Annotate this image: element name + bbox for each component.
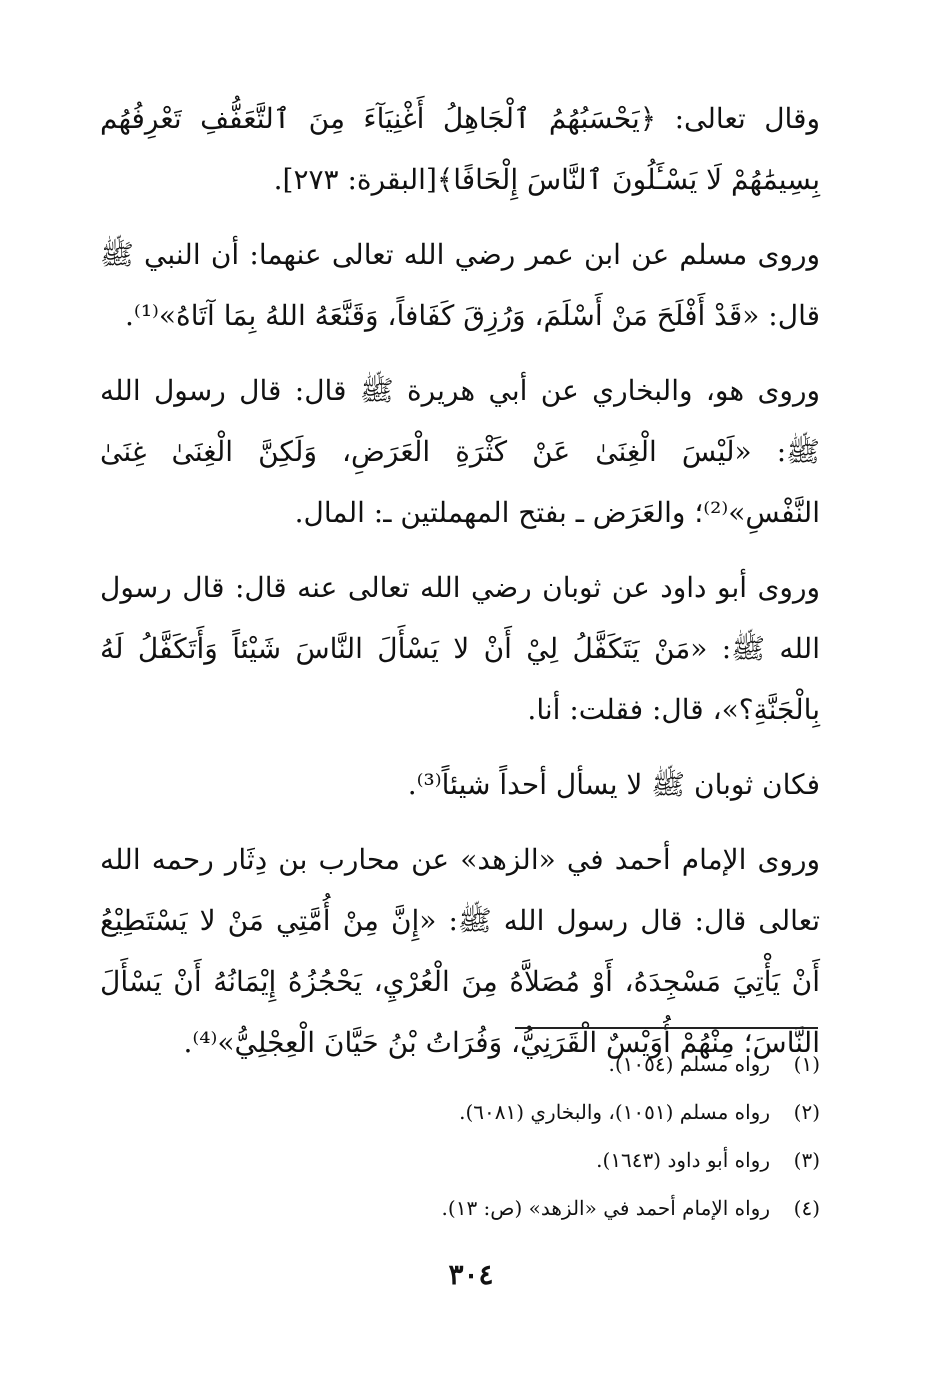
page-number: ٣٠٤ bbox=[448, 1258, 494, 1291]
footnote-number: (٢) bbox=[793, 1100, 820, 1124]
footnote-text: رواه الإمام أحمد في «الزهد» (ص: ١٣). bbox=[441, 1196, 770, 1220]
footnote-2 bbox=[120, 1088, 820, 1136]
paragraph-6: وروى الإمام أحمد في «الزهد» عن محارب بن دِثَار رحمه الله تعالى قال: قال رسول الله ﷺ: «إِنَّ مِنْ أُمَّتِي مَنْ لا يَسْتَطِيْعُ أَنْ يَأْتِيَ مَسْجِدَهُ، أَوْ مُصَلاَّهُ مِنَ الْعُرْيِ، يَحْجُزُهُ إِيْمَانُهُ أَنْ يَسْأَلَ النَّاسَ؛ مِنْهُمْ أُوَيْسٌ الْقَرَنِيُّ، وَفُرَاتُ بْنُ حَيَّانَ الْعِجْلِيُّ»⁽⁴⁾. bbox=[100, 843, 820, 1059]
footnote-1 bbox=[120, 1040, 820, 1088]
paragraph-1: وقال تعالى: ﴿يَحْسَبُهُمُ ٱلْجَاهِلُ أَغْنِيَآءَ مِنَ ٱلتَّعَفُّفِ تَعْرِفُهُم بِسِيمَٰهُمْ لَا يَسْـَٔلُونَ ٱلنَّاسَ إِلْحَافًا﴾[البقرة: ٢٧٣]. bbox=[100, 102, 820, 196]
footnote-text: رواه مسلم (١٠٥١)، والبخاري (٦٠٨١). bbox=[459, 1100, 770, 1124]
main-text bbox=[100, 88, 820, 1087]
footnotes bbox=[120, 1040, 820, 1232]
footnote-4 bbox=[120, 1184, 820, 1232]
footnote-3 bbox=[120, 1136, 820, 1184]
paragraph-2: وروى مسلم عن ابن عمر رضي الله تعالى عنهما: أن النبي ﷺ قال: «قَدْ أَفْلَحَ مَنْ أَسْلَمَ، وَرُزِقَ كَفَافاً، وَقَنَّعَهُ اللهُ بِمَا آتَاهُ»⁽¹⁾. bbox=[100, 238, 820, 332]
footnote-number: (١) bbox=[793, 1052, 820, 1076]
footnote-text: رواه أبو داود (١٦٤٣). bbox=[596, 1148, 770, 1172]
footnote-divider bbox=[515, 1027, 818, 1029]
footnote-number: (٤) bbox=[793, 1196, 820, 1220]
paragraph-5: فكان ثوبان ﷺ لا يسأل أحداً شيئاً⁽³⁾. bbox=[407, 768, 820, 801]
footnote-number: (٣) bbox=[793, 1148, 820, 1172]
paragraph-4: وروى أبو داود عن ثوبان رضي الله تعالى عنه قال: قال رسول الله ﷺ: «مَنْ يَتَكَفَّلُ لِيْ أَنْ لا يَسْأَلَ النَّاسَ شَيْئاً وَأَتَكَفَّلُ لَهُ بِالْجَنَّةِ؟»، قال: فقلت: أنا. bbox=[100, 571, 820, 726]
paragraph-3: وروى هو، والبخاري عن أبي هريرة ﷺ قال: قال رسول الله ﷺ: «لَيْسَ الْغِنَىٰ عَنْ كَثْرَةِ الْعَرَضِ، وَلَكِنَّ الْغِنَىٰ غِنَىٰ النَّفْسِ»⁽²⁾؛ والعَرَض ـ بفتح المهملتين ـ: المال. bbox=[100, 374, 820, 529]
footnote-text: رواه مسلم (١٠٥٤). bbox=[608, 1052, 770, 1076]
